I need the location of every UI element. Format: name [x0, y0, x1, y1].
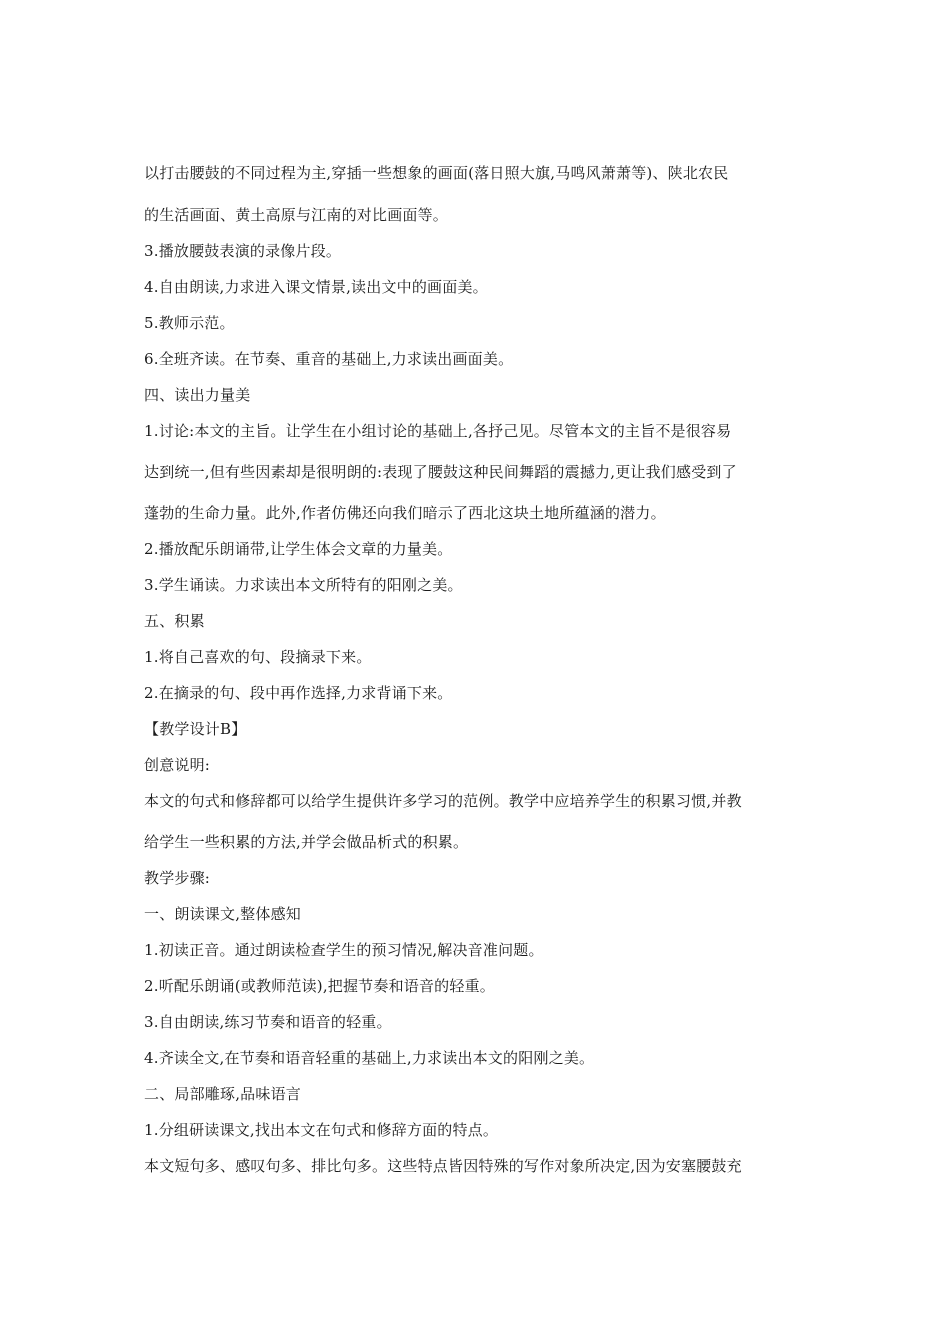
paragraph-line: 本文的句式和修辞都可以给学生提供许多学习的范例。教学中应培养学生的积累习惯,并教: [144, 792, 742, 810]
section-heading: 二、局部雕琢,品味语言: [144, 1085, 301, 1103]
list-item: 1.将自己喜欢的句、段摘录下来。: [144, 648, 372, 666]
list-item: 2.听配乐朗诵(或教师范读),把握节奏和语音的轻重。: [144, 977, 495, 995]
list-item: 4.自由朗读,力求进入课文情景,读出文中的画面美。: [144, 278, 488, 296]
list-item: 3.自由朗读,练习节奏和语音的轻重。: [144, 1013, 392, 1031]
list-item: 4.齐读全文,在节奏和语音轻重的基础上,力求读出本文的阳刚之美。: [144, 1049, 595, 1067]
list-item: 1.初读正音。通过朗读检查学生的预习情况,解决音准问题。: [144, 941, 544, 959]
paragraph-line: 达到统一,但有些因素却是很明朗的:表现了腰鼓这种民间舞蹈的震撼力,更让我们感受到了: [144, 463, 737, 481]
list-item: 3.播放腰鼓表演的录像片段。: [144, 242, 342, 260]
paragraph-line: 的生活画面、黄土高原与江南的对比画面等。: [144, 206, 449, 224]
section-heading: 四、读出力量美: [144, 386, 251, 404]
list-item: 1.讨论:本文的主旨。让学生在小组讨论的基础上,各抒己见。尽管本文的主旨不是很容易: [144, 422, 732, 440]
list-item: 2.播放配乐朗诵带,让学生体会文章的力量美。: [144, 540, 453, 558]
section-heading: 【教学设计B】: [144, 720, 247, 738]
list-item: 1.分组研读课文,找出本文在句式和修辞方面的特点。: [144, 1121, 499, 1139]
section-heading: 五、积累: [144, 612, 205, 630]
paragraph-line: 本文短句多、感叹句多、排比句多。这些特点皆因特殊的写作对象所决定,因为安塞腰鼓充: [144, 1157, 742, 1175]
section-heading: 一、朗读课文,整体感知: [144, 905, 301, 923]
label-line: 教学步骤:: [144, 869, 211, 887]
list-item: 5.教师示范。: [144, 314, 235, 332]
paragraph-line: 以打击腰鼓的不同过程为主,穿插一些想象的画面(落日照大旗,马鸣风萧萧等)、陕北农民: [144, 164, 729, 182]
paragraph-line: 蓬勃的生命力量。此外,作者仿佛还向我们暗示了西北这块土地所蕴涵的潜力。: [144, 504, 666, 522]
list-item: 3.学生诵读。力求读出本文所特有的阳刚之美。: [144, 576, 463, 594]
list-item: 6.全班齐读。在节奏、重音的基础上,力求读出画面美。: [144, 350, 514, 368]
label-line: 创意说明:: [144, 756, 211, 774]
list-item: 2.在摘录的句、段中再作选择,力求背诵下来。: [144, 684, 453, 702]
paragraph-line: 给学生一些积累的方法,并学会做品析式的积累。: [144, 833, 469, 851]
